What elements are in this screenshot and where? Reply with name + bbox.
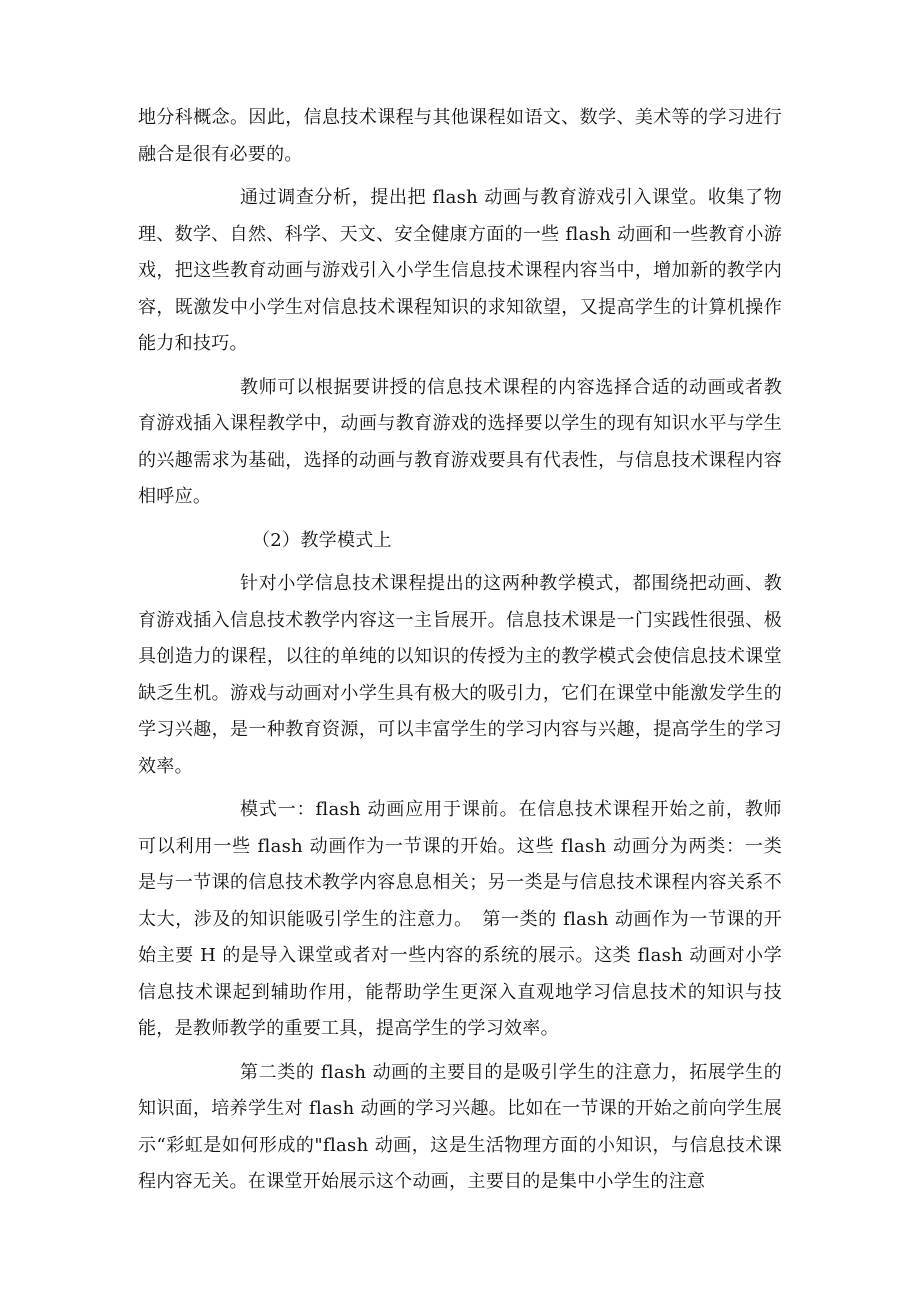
- paragraph-3: 教师可以根据要讲授的信息技术课程的内容选择合适的动画或者教育游戏插入课程教学中，动画与教育游戏的选择要以学生的现有知识水平与学生的兴趣需求为基础，选择的动画与教育游戏要具有代表性，与信息技术课程内容相呼应。: [138, 376, 782, 507]
- paragraph-4: 针对小学信息技术课程提出的这两种教学模式，都围绕把动画、教育游戏插入信息技术教学内容这一主旨展开。信息技术课是一门实践性很强、极具创造力的课程，以往的单纯的以知识的传授为主的教学模式会使信息技术课堂缺乏生机。游戏与动画对小学生具有极大的吸引力，它们在课堂中能激发学生的学习兴趣，是一种教育资源，可以丰富学生的学习内容与兴趣，提高学生的学习效率。: [138, 573, 782, 777]
- paragraph-6: 第二类的 flash 动画的主要目的是吸引学生的注意力，拓展学生的知识面，培养学生对 flash 动画的学习兴趣。比如在一节课的开始之前向学生展示“彩虹是如何形成的"flash 动画，这是生活物理方面的小知识，与信息技术课程内容无关。在课堂开始展示这个动画，主要目的是集中小学生的注意: [138, 1061, 782, 1192]
- section-heading: （2）教学模式上: [252, 529, 392, 551]
- paragraph-1: 地分科概念。因此，信息技术课程与其他课程如语文、数学、美术等的学习进行融合是很有必要的。: [138, 107, 782, 165]
- paragraph-2: 通过调查分析，提出把 flash 动画与教育游戏引入课堂。收集了物理、数学、自然、科学、天文、安全健康方面的一些 flash 动画和一些教育小游戏，把这些教育动画与游戏引入小学生信息技术课程内容当中，增加新的教学内容，既激发中小学生对信息技术课程知识的求知欲望，又提高学生的计算机操作能力和技巧。: [138, 187, 782, 354]
- document-page: [138, 100, 782, 1208]
- paragraph-5: 模式一：flash 动画应用于课前。在信息技术课程开始之前，教师可以利用一些 flash 动画作为一节课的开始。这些 flash 动画分为两类：一类是与一节课的信息技术教学内容息息相关；另一类是与信息技术课程内容关系不太大，涉及的知识能吸引学生的注意力。 第一类的 flash 动画作为一节课的开始主要 H 的是导入课堂或者对一些内容的系统的展示。这类 flash 动画对小学信息技术课起到辅助作用，能帮助学生更深入直观地学习信息技术的知识与技能，是教师教学的重要工具，提高学生的学习效率。: [138, 799, 782, 1039]
